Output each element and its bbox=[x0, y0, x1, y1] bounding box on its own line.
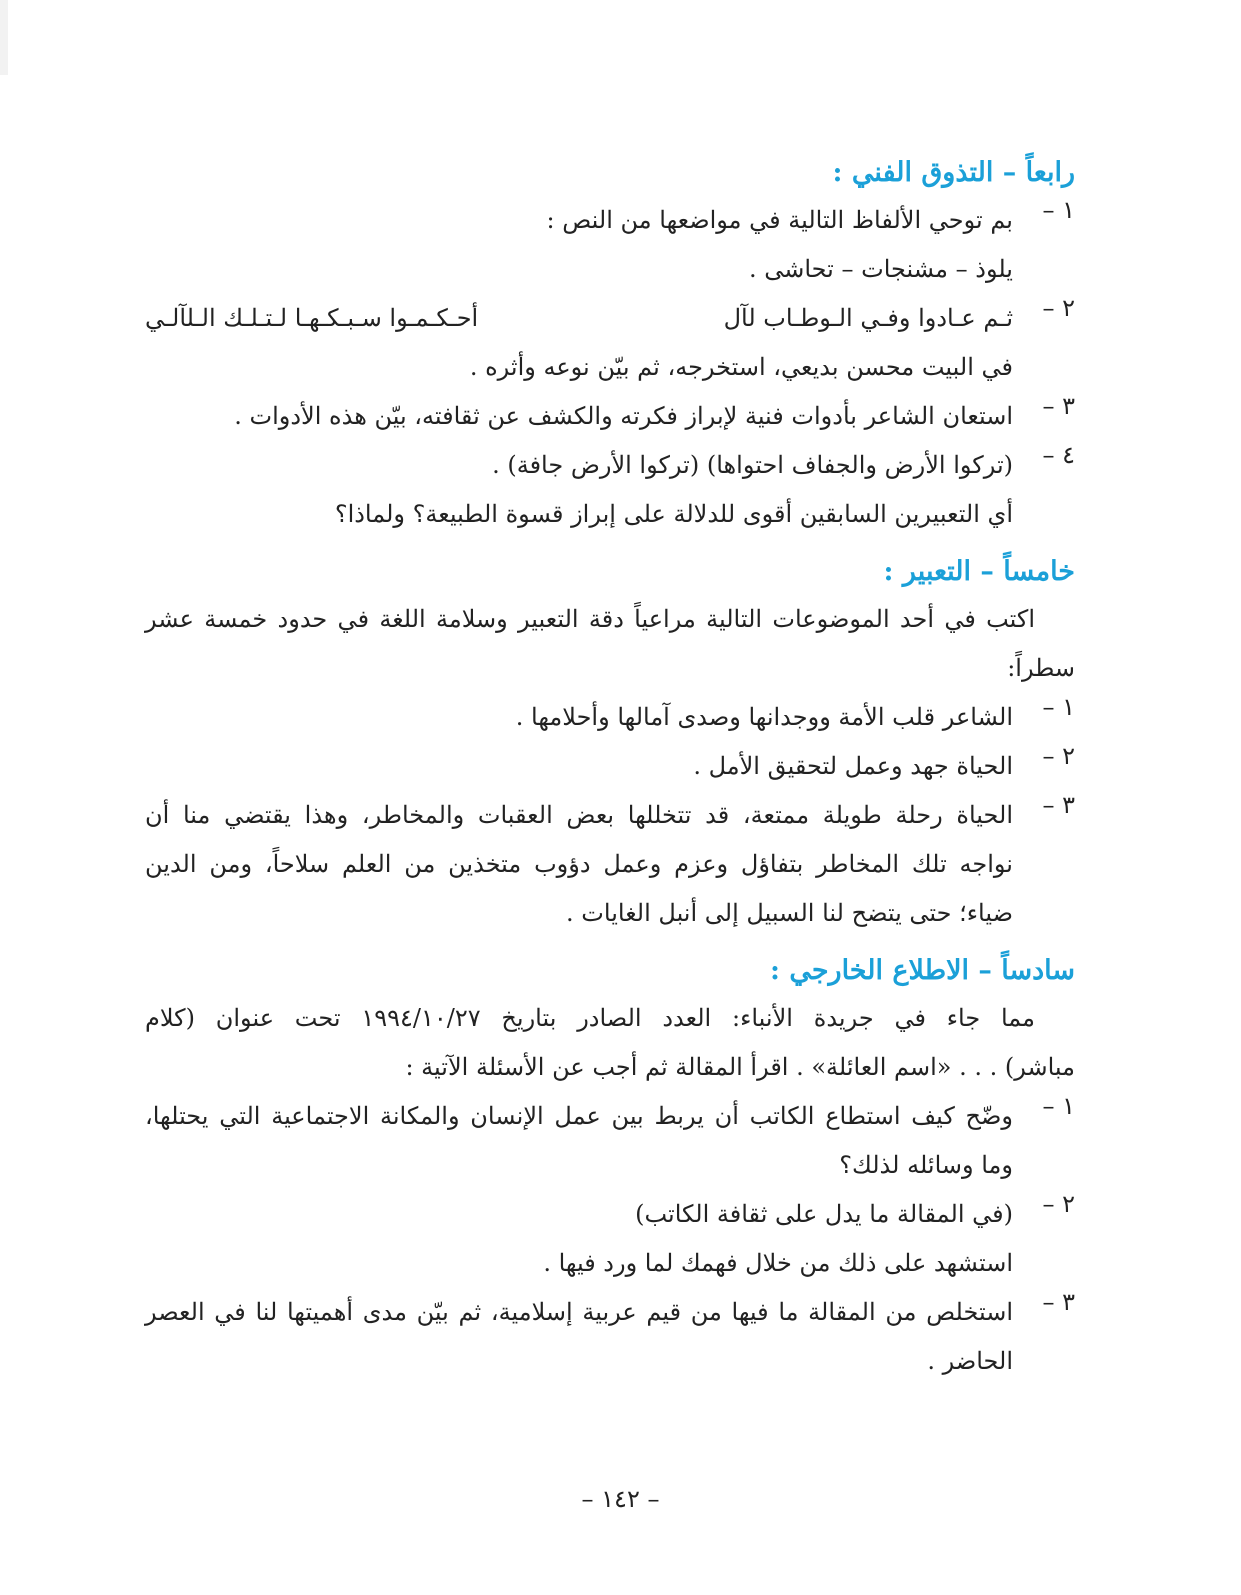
item-number: ٣ – bbox=[1042, 1288, 1075, 1316]
list-item bbox=[145, 742, 1075, 791]
item-text: ضياء؛ حتى يتضح لنا السبيل إلى أنبل الغايات . bbox=[566, 899, 1013, 927]
section-heading-expression: خامساً – التعبير : bbox=[883, 556, 1075, 587]
list-item bbox=[145, 196, 1075, 294]
page-number: – ١٤٢ – bbox=[581, 1485, 660, 1513]
section-heading-external-reading: سادساً – الاطلاع الخارجي : bbox=[769, 955, 1075, 986]
list-item bbox=[145, 441, 1075, 539]
section-heading-art-appreciation: رابعاً – التذوق الفني : bbox=[832, 157, 1075, 188]
list-item bbox=[145, 294, 1075, 392]
poetry-verse bbox=[145, 294, 1013, 343]
paragraph-line: سطراً: bbox=[1007, 654, 1075, 682]
verse-first-hemistich: ثـم عـادوا وفـي الـوطـاب لآل bbox=[723, 304, 1013, 332]
item-text: الحياة رحلة طويلة ممتعة، قد تتخللها بعض العقبات والمخاطر، وهذا يقتضي منا أن bbox=[145, 801, 1013, 829]
paragraph-line: مباشر) . . . «اسم العائلة» . اقرأ المقالة ثم أجب عن الأسئلة الآتية : bbox=[405, 1053, 1075, 1081]
item-text: (في المقالة ما يدل على ثقافة الكاتب) bbox=[635, 1200, 1013, 1228]
list-item bbox=[145, 1190, 1075, 1288]
item-text: استخلص من المقالة ما فيها من قيم عربية إسلامية، ثم بيّن مدى أهميتها لنا في العصر bbox=[145, 1298, 1013, 1326]
list-item bbox=[145, 791, 1075, 938]
item-text: في البيت محسن بديعي، استخرجه، ثم بيّن نوعه وأثره . bbox=[469, 353, 1013, 381]
item-number: ٢ – bbox=[1042, 742, 1075, 770]
list-item bbox=[145, 693, 1075, 742]
scan-edge bbox=[0, 0, 8, 75]
item-number: ٢ – bbox=[1042, 294, 1075, 322]
item-number: ١ – bbox=[1042, 693, 1075, 721]
item-text: الحاضر . bbox=[927, 1347, 1013, 1375]
list-item bbox=[145, 392, 1075, 441]
list-item bbox=[145, 1288, 1075, 1386]
item-number: ٢ – bbox=[1042, 1190, 1075, 1218]
paragraph-line: اكتب في أحد الموضوعات التالية مراعياً دقة التعبير وسلامة اللغة في حدود خمسة عشر bbox=[145, 605, 1035, 633]
item-text: وما وسائله لذلك؟ bbox=[839, 1151, 1013, 1179]
page-content bbox=[145, 150, 1075, 1386]
item-text: يلوذ – مشنجات – تحاشى . bbox=[749, 255, 1013, 283]
list-item bbox=[145, 1092, 1075, 1190]
item-text: وضّح كيف استطاع الكاتب أن يربط بين عمل الإنسان والمكانة الاجتماعية التي يحتلها، bbox=[145, 1102, 1013, 1130]
item-text: (تركوا الأرض والجفاف احتواها) (تركوا الأرض جافة) . bbox=[492, 451, 1013, 479]
item-text: الشاعر قلب الأمة ووجدانها وصدى آمالها وأحلامها . bbox=[515, 703, 1013, 731]
item-number: ٣ – bbox=[1042, 791, 1075, 819]
item-text: استشهد على ذلك من خلال فهمك لما ورد فيها . bbox=[543, 1249, 1013, 1277]
item-number: ١ – bbox=[1042, 1092, 1075, 1120]
paragraph-line: مما جاء في جريدة الأنباء: العدد الصادر بتاريخ ١٩٩٤/١٠/٢٧ تحت عنوان (كلام bbox=[145, 1004, 1035, 1032]
item-text: الحياة جهد وعمل لتحقيق الأمل . bbox=[693, 752, 1013, 780]
verse-second-hemistich: أحـكـمـوا سـبـكـهـا لـتـلـك الـلآلـي bbox=[145, 304, 479, 332]
item-text: بم توحي الألفاظ التالية في مواضعها من النص : bbox=[546, 206, 1013, 234]
item-number: ٣ – bbox=[1042, 392, 1075, 420]
item-number: ٤ – bbox=[1042, 441, 1075, 469]
item-text: أي التعبيرين السابقين أقوى للدلالة على إبراز قسوة الطبيعة؟ ولماذا؟ bbox=[334, 500, 1013, 528]
item-text: نواجه تلك المخاطر بتفاؤل وعزم وعمل دؤوب متخذين من العلم سلاحاً، ومن الدين bbox=[145, 850, 1013, 878]
item-number: ١ – bbox=[1042, 196, 1075, 224]
item-text: استعان الشاعر بأدوات فنية لإبراز فكرته والكشف عن ثقافته، بيّن هذه الأدوات . bbox=[234, 402, 1013, 430]
